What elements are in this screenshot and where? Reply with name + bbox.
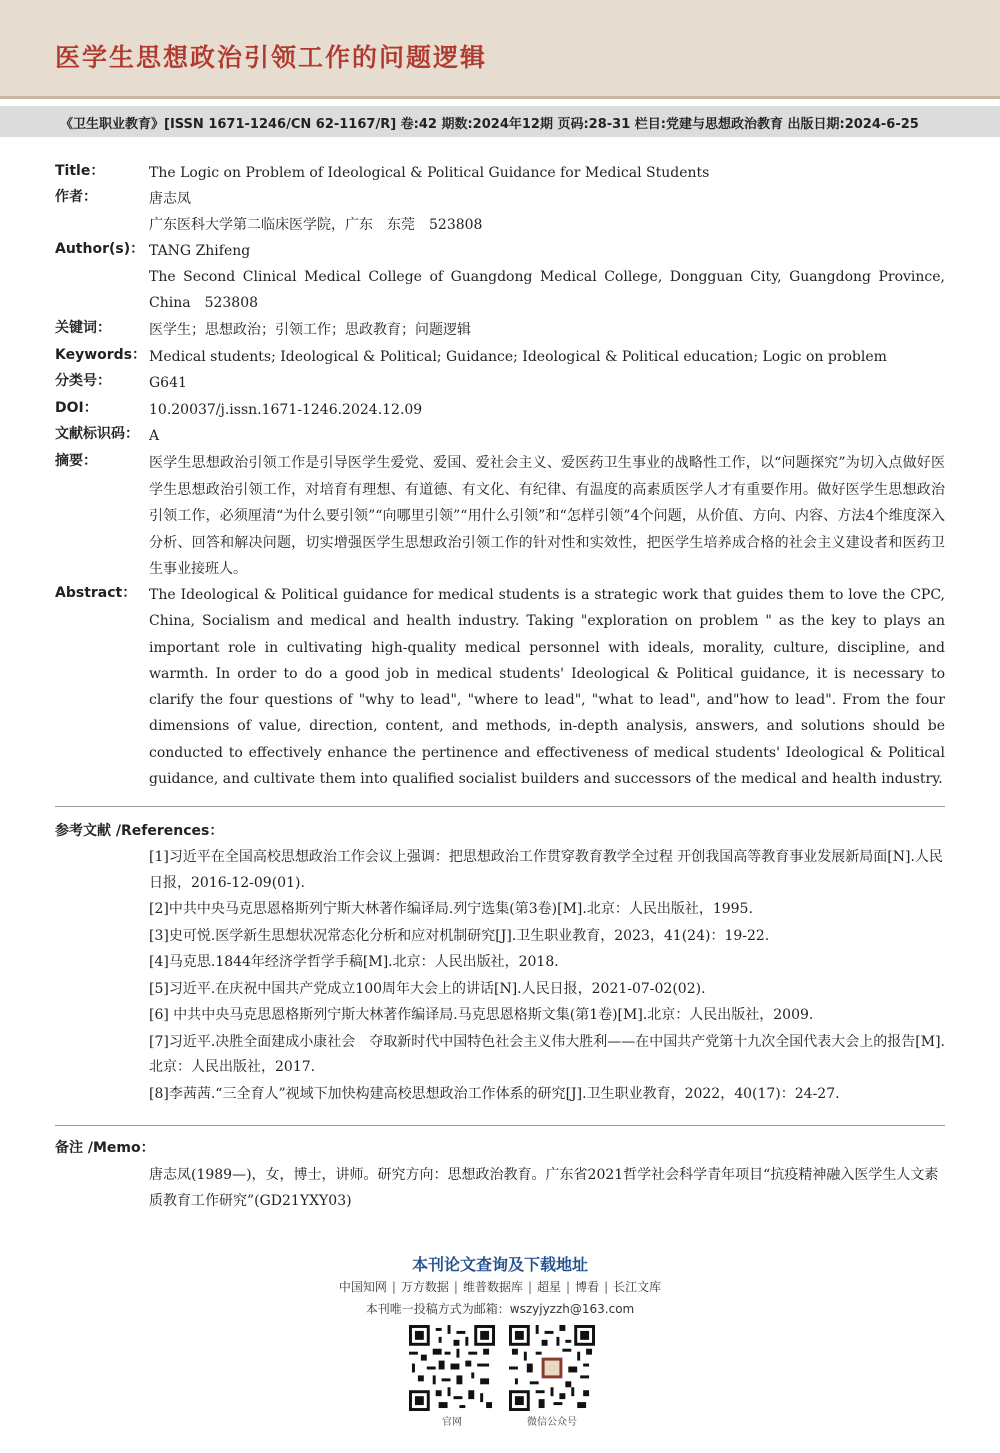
docid-label: 文献标识码： [55, 426, 139, 442]
memo-title: 备注 /Memo： [55, 1140, 155, 1156]
affiliation-en-value: The Second Clinical Medical College of Guangdong Medical College, Dongguan City, Guangdong Province, China 523808 [149, 269, 945, 312]
reference-item: [7]习近平.决胜全面建成小康社会 夺取新时代中国特色社会主义伟大胜利——在中国共产党第十九次全国代表大会上的报告[M].北京：人民出版社，2017. [149, 1033, 945, 1075]
website-qr-caption: 官网 [442, 1417, 462, 1428]
doi-label: DOI： [55, 400, 98, 416]
author-value: 唐志凤 [149, 191, 191, 207]
reference-item: [3]史可悦.医学新生思想状况常态化分析和应对机制研究[J].卫生职业教育，2023，41(24)：19-22. [149, 927, 770, 944]
abstract-cn-value: 医学生思想政治引领工作是引导医学生爱党、爱国、爱社会主义、爱医药卫生事业的战略性工作，以“问题探究”为切入点做好医学生思想政治引领工作，对培育有理想、有道德、有文化、有纪律、有温度的高素质医学人才有重要作用。做好医学生思想政治引领工作，必须厘清“为什么要引领”“向哪里引领”“用什么引领”和“怎样引领”4个问题，从价值、方向、内容、方法4个维度深入分析、回答和解决问题，切实增强医学生思想政治引领工作的针对性和实效性，把医学生培养成合格的社会主义建设者和医药卫生事业接班人。 [149, 455, 945, 577]
divider-memo [55, 1125, 945, 1126]
database-list: 中国知网 | 万方数据 | 维普数据库 | 超星 | 博看 | 长江文库 [338, 1280, 662, 1294]
memo-text: 唐志凤(1989—)，女，博士，讲师。研究方向：思想政治教育。广东省2021哲学社会科学青年项目“抗疫精神融入医学生人文素质教育工作研究”(GD21YXY03) [149, 1167, 939, 1209]
header-banner [0, 0, 1000, 96]
keywords-cn-label: 关键词： [55, 320, 111, 336]
author-en-value: TANG Zhifeng [149, 243, 251, 259]
header-rule [0, 96, 1000, 99]
reference-item: [8]李茜茜.“三全育人”视域下加快构建高校思想政治工作体系的研究[J].卫生职业教育，2022，40(17)：24-27. [149, 1085, 840, 1102]
class-label: 分类号： [55, 373, 111, 389]
website-qr-code-icon [409, 1325, 495, 1411]
class-value: G641 [149, 375, 187, 391]
database-link[interactable]: 万方数据 [400, 1280, 449, 1294]
reference-item: [5]习近平.在庆祝中国共产党成立100周年大会上的讲话[N].人民日报，2021-07-02(02). [149, 980, 706, 997]
docid-value: A [149, 428, 160, 444]
database-link[interactable]: 维普数据库 [462, 1280, 523, 1294]
database-link[interactable]: 超星 [537, 1280, 562, 1294]
keywords-en-label: Keywords： [55, 347, 147, 363]
title-label: Title： [55, 163, 105, 179]
abstract-en-value: The Ideological & Political guidance for medical students is a strategic work that guides them to love the CPC, China, Socialism and medical and health industry. Taking "exploration on problem " as the key to plays an important role in cultivating high-quality medical personnel with ideals, morality, culture, discipline, and warmth. In order to do a good job in medical students' Ideological & Political guidance, it is necessary to clarify the four questions of "why to lead", "where to lead", "what to lead", and"how to lead". From the four dimensions of value, direction, content, and methods, in-depth analysis, answers, and solutions should be conducted to effectively enhance the pertinence and effectiveness of medical students' Ideological & Political guidance, and cultivate them into qualified socialist builders and successors of the medical and health industry. [149, 587, 945, 788]
reference-item: [2]中共中央马克思恩格斯列宁斯大林著作编译局.列宁选集(第3卷)[M].北京：人民出版社，1995. [149, 901, 753, 917]
reference-item: [4]马克思.1844年经济学哲学手稿[M].北京：人民出版社，2018. [149, 954, 559, 970]
affiliation-value: 广东医科大学第二临床医学院，广东 东莞 523808 [149, 217, 483, 233]
article-title: 医学生思想政治引领工作的问题逻辑 [55, 43, 488, 72]
references-title: 参考文献 /References： [55, 823, 224, 839]
database-link[interactable]: 长江文库 [613, 1280, 662, 1294]
references-list [149, 845, 945, 1108]
reference-item: [6] 中共中央马克思恩格斯列宁斯大林著作编译局.马克思恩格斯文集(第1卷)[M].北京：人民出版社，2009. [149, 1007, 814, 1023]
abstract-en-label: Abstract： [55, 585, 137, 601]
citation-bar [0, 106, 1000, 137]
database-link[interactable]: 中国知网 [338, 1280, 387, 1294]
doi-value: 10.20037/j.issn.1671-1246.2024.12.09 [149, 402, 423, 418]
keywords-en-value: Medical students; Ideological & Political; Guidance; Ideological & Political education; Logic on problem [149, 349, 887, 365]
reference-item: [1]习近平在全国高校思想政治工作会议上强调：把思想政治工作贯穿教育教学全过程 开创我国高等教育事业发展新局面[N].人民日报，2016-12-09(01). [149, 849, 943, 891]
submission-email: 本刊唯一投稿方式为邮箱：wszyjyzzh@163.com [365, 1302, 635, 1316]
footer-title: 本刊论文查询及下载地址 [411, 1255, 588, 1274]
database-link[interactable]: 博看 [575, 1280, 600, 1294]
abstract-cn-label: 摘要： [55, 453, 97, 469]
author-en-label: Author(s)： [55, 241, 145, 257]
wechat-qr-code-icon [509, 1325, 595, 1411]
title-value: The Logic on Problem of Ideological & Political Guidance for Medical Students [149, 165, 710, 181]
author-label: 作者： [55, 189, 97, 205]
wechat-qr-caption: 微信公众号 [527, 1417, 577, 1428]
keywords-cn-value: 医学生；思想政治；引领工作；思政教育；问题逻辑 [149, 322, 471, 338]
divider-references [55, 806, 945, 807]
citation-text: 《卫生职业教育》[ISSN 1671-1246/CN 62-1167/R] 卷:42 期数:2024年12期 页码:28-31 栏目:党建与思想政治教育 出版日期:2024-6-25 [60, 117, 919, 132]
